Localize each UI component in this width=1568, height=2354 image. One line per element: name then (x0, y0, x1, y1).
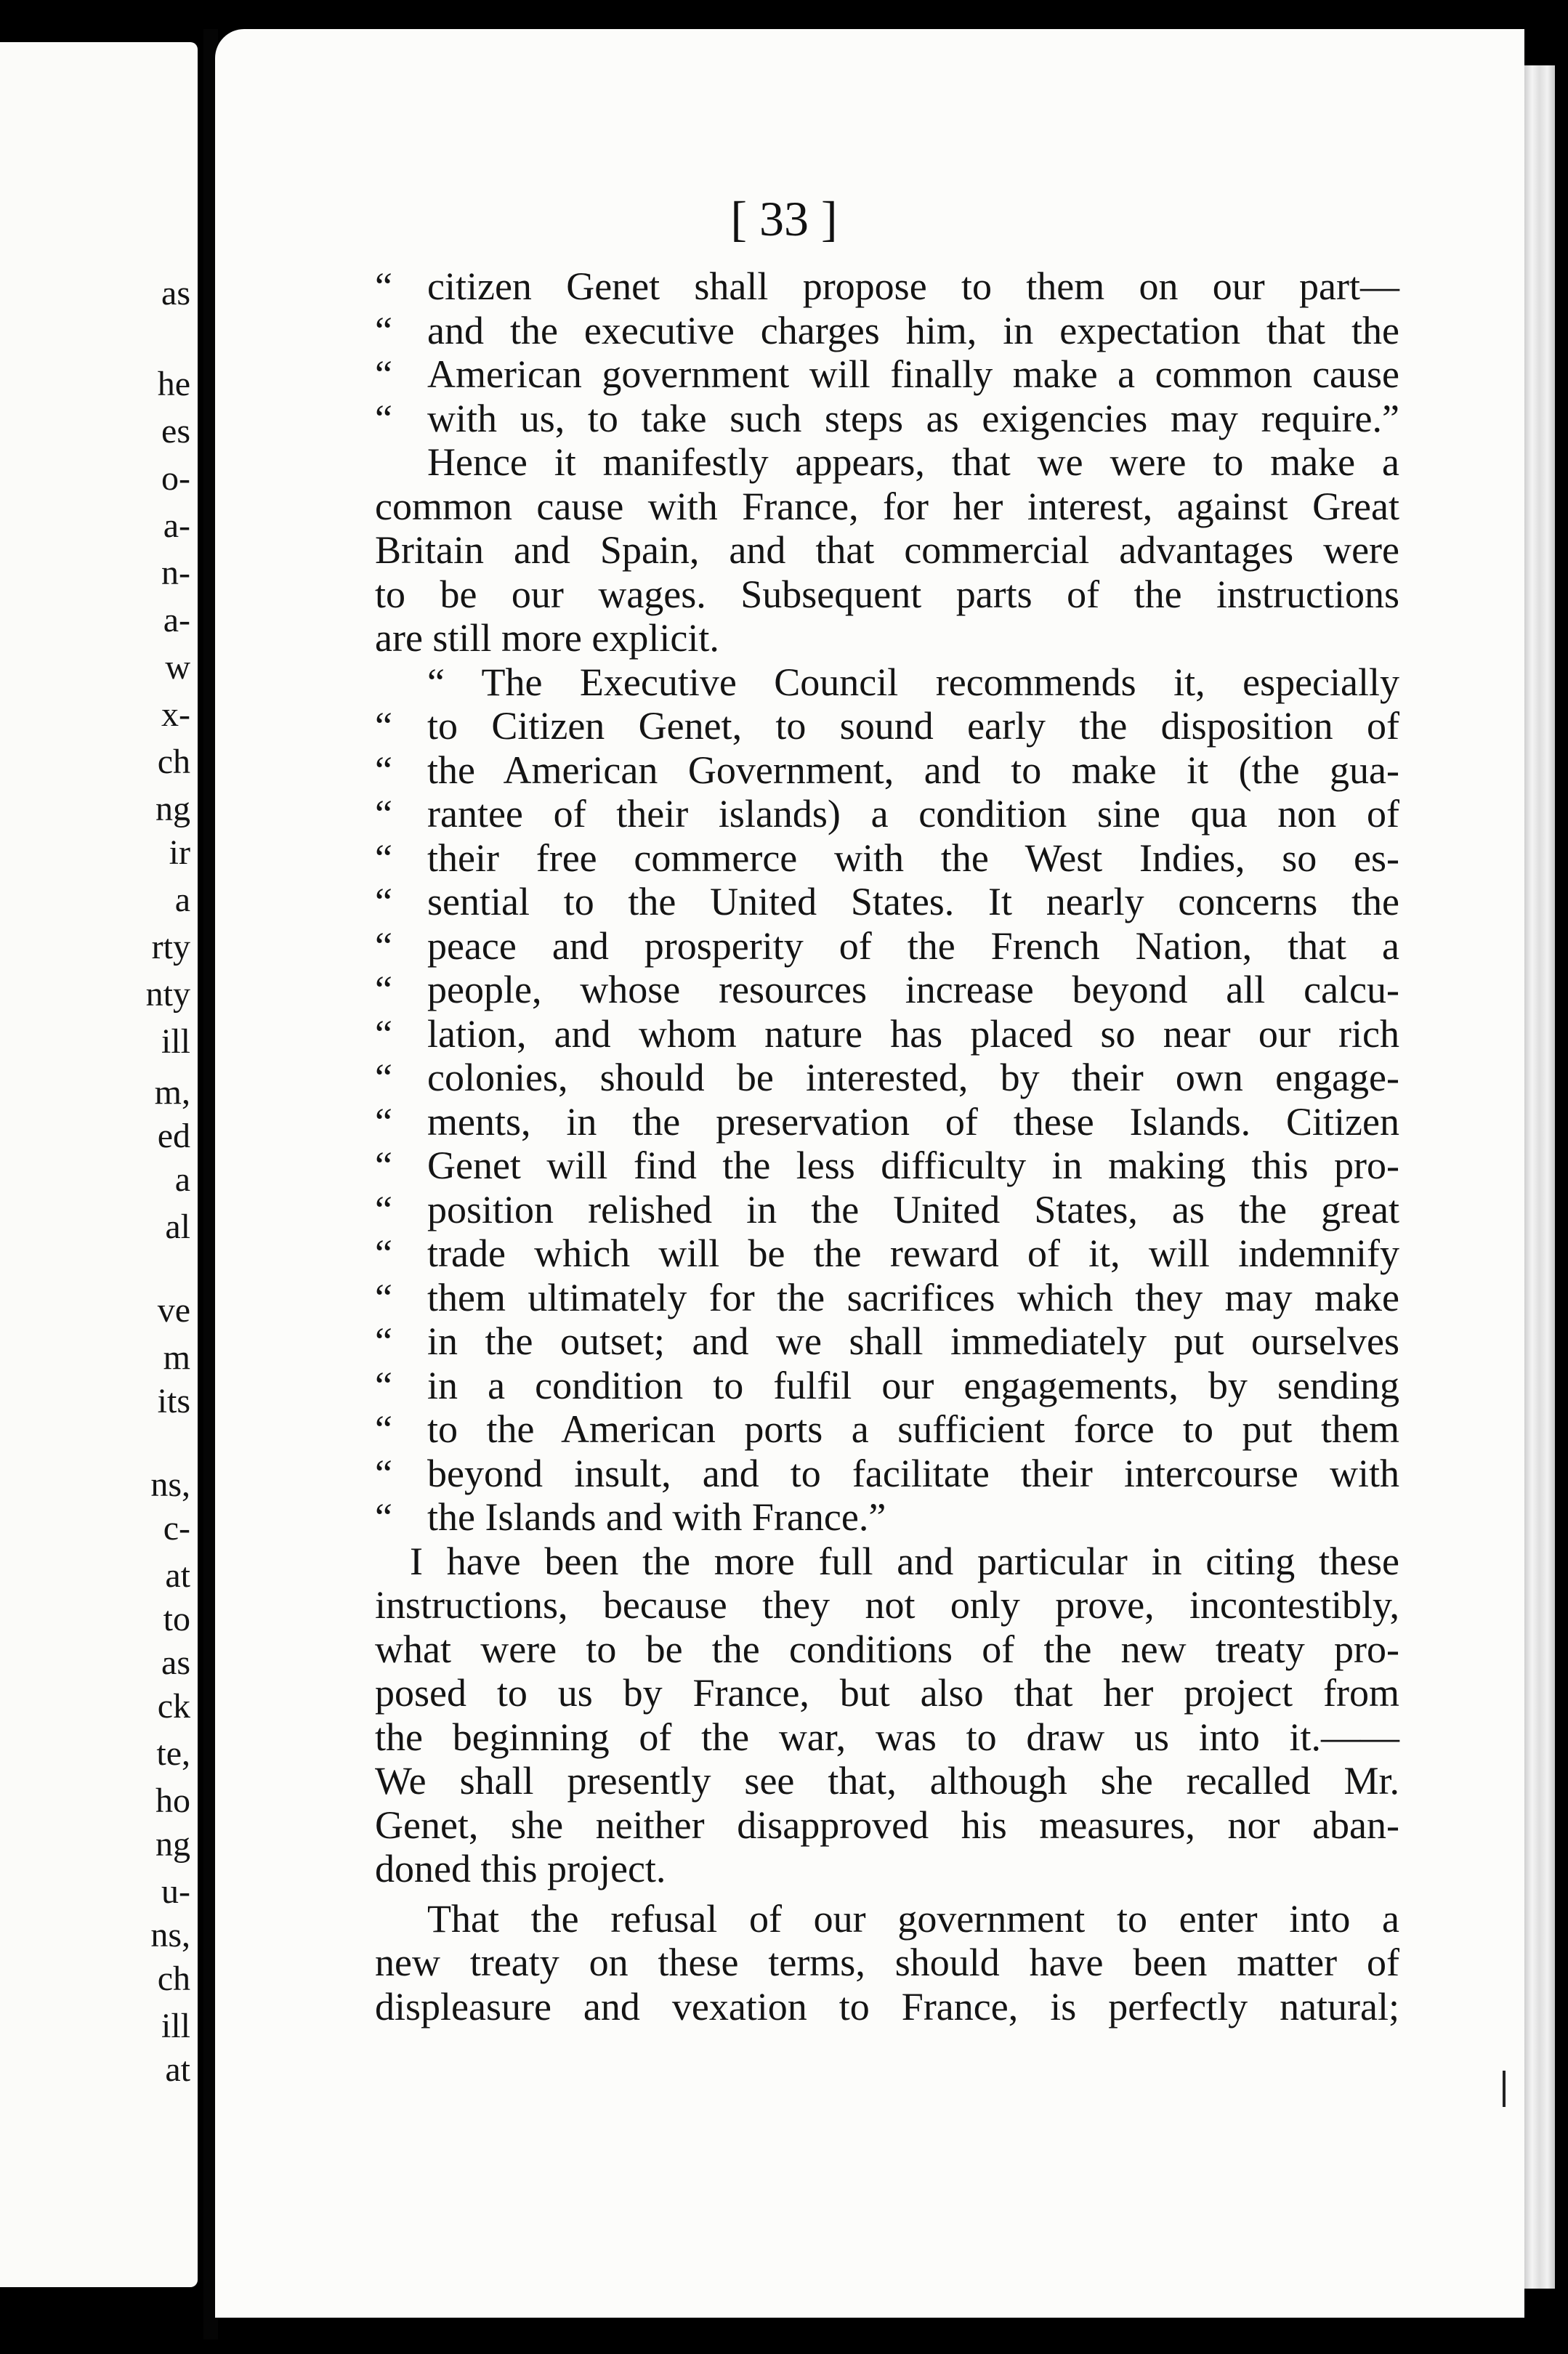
line-text: lation, and whom nature has placed so near our rich (427, 1011, 1399, 1056)
text-line (375, 836, 1399, 881)
facing-page-fragment: ng (155, 790, 190, 828)
line-text: Genet will find the less difficulty in making this pro- (427, 1144, 1399, 1187)
line-text: Genet, she neither disapproved his measures, nor aban- (375, 1803, 1399, 1847)
line-text: “ The Executive Council recommends it, especially (427, 660, 1399, 704)
line-text: the beginning of the war, was to draw us into it.—— (375, 1715, 1399, 1759)
line-text: I have been the more full and particular in citing these (410, 1539, 1399, 1583)
quote-mark: “ (375, 1144, 392, 1187)
facing-page-fragment: a- (163, 506, 190, 545)
text-line (375, 309, 1399, 353)
text-line (375, 880, 1399, 924)
facing-page-fragment: c- (163, 1509, 190, 1548)
quote-mark: “ (375, 704, 392, 748)
text-line (375, 1100, 1399, 1144)
line-text: are still more explicit. (375, 616, 719, 660)
line-text: with us, to take such steps as exigencies may require.” (427, 396, 1399, 440)
text-line (375, 924, 1399, 968)
quote-mark: “ (375, 836, 392, 880)
line-text: and the executive charges him, in expectation that the (427, 308, 1399, 352)
facing-page-fragment: he (157, 365, 190, 403)
facing-page-fragment: ed (157, 1117, 190, 1155)
facing-page-fragment: m, (154, 1073, 190, 1112)
quote-mark: “ (375, 968, 392, 1011)
line-text: them ultimately for the sacrifices which they may make (427, 1275, 1399, 1319)
text-line (375, 1407, 1399, 1452)
facing-page-fragment: al (165, 1208, 190, 1246)
margin-mark (1503, 2071, 1506, 2107)
line-text: trade which will be the reward of it, will indemnify (427, 1231, 1399, 1275)
text-line (375, 1056, 1399, 1100)
facing-page-fragment: at (165, 2050, 190, 2089)
text-line (375, 440, 1399, 485)
text-line (375, 573, 1399, 617)
text-line (375, 1495, 1399, 1540)
text-line (375, 1847, 1399, 1891)
quote-mark: “ (375, 748, 392, 792)
quote-mark: “ (375, 1187, 392, 1231)
text-line (375, 528, 1399, 573)
facing-page-fragment: m (163, 1338, 190, 1377)
text-line (375, 1319, 1399, 1364)
facing-page-fragment: ho (155, 1781, 190, 1820)
text-line (375, 660, 1399, 705)
line-text: doned this project. (375, 1847, 666, 1890)
line-text: to be our wages. Subsequent parts of the instructions (375, 572, 1399, 616)
text-line (375, 1144, 1399, 1188)
facing-page-fragment: as (161, 1643, 190, 1682)
text-line (375, 1452, 1399, 1496)
line-text: That the refusal of our government to enter into a (427, 1896, 1399, 1941)
text-line (375, 1671, 1399, 1715)
facing-page-fragment: ch (157, 743, 190, 781)
quote-mark: “ (375, 1363, 392, 1407)
line-text: posed to us by France, but also that her project from (375, 1671, 1399, 1715)
facing-page-fragment: u- (161, 1872, 190, 1911)
text-line (375, 1759, 1399, 1803)
text-line (375, 1012, 1399, 1056)
page-body-text (375, 264, 1399, 2029)
line-text: We shall presently see that, although she recalled Mr. (375, 1759, 1399, 1803)
quote-mark: “ (375, 1099, 392, 1144)
facing-page-fragment: o- (161, 459, 190, 498)
line-text: the Islands and with France.” (427, 1495, 886, 1539)
quote-mark: “ (375, 352, 392, 396)
quote-mark: “ (375, 308, 392, 352)
facing-page-fragment: ill (161, 2007, 190, 2045)
line-text: instructions, because they not only prove, incontestibly, (375, 1583, 1399, 1627)
facing-page-fragment: ck (157, 1687, 190, 1726)
line-text: sential to the United States. It nearly concerns the (427, 880, 1399, 923)
quote-mark: “ (375, 1275, 392, 1319)
text-line (375, 264, 1399, 309)
facing-page-fragment: ir (169, 833, 190, 872)
line-text: people, whose resources increase beyond all calcu- (427, 968, 1399, 1011)
quote-mark: “ (375, 923, 392, 968)
line-text: Britain and Spain, and that commercial advantages were (375, 528, 1399, 572)
text-line (375, 1231, 1399, 1276)
quote-mark: “ (375, 1495, 392, 1539)
facing-page-fragment: nty (145, 975, 190, 1014)
text-line (375, 748, 1399, 793)
facing-page-fragment: x- (161, 695, 190, 734)
text-line (375, 1715, 1399, 1760)
facing-page-fragment: at (165, 1556, 190, 1595)
facing-page-fragment: a- (163, 601, 190, 639)
line-text: beyond insult, and to facilitate their intercourse with (427, 1451, 1399, 1495)
facing-page-fragment: ns, (150, 1916, 190, 1954)
quote-mark: “ (375, 880, 392, 923)
facing-page-fragment: w (165, 648, 190, 687)
line-text: colonies, should be interested, by their own engage- (427, 1056, 1399, 1099)
text-line (375, 792, 1399, 836)
facing-page-fragment: ve (157, 1291, 190, 1330)
text-line (375, 1276, 1399, 1320)
facing-page-fragment: ns, (150, 1465, 190, 1504)
text-line (375, 1941, 1399, 1985)
quote-mark: “ (375, 1407, 392, 1451)
line-text: American government will finally make a common cause (427, 352, 1399, 396)
quote-mark: “ (375, 1011, 392, 1056)
facing-page-fragment: as (161, 274, 190, 312)
line-text: in a condition to fulfil our engagements, by sending (427, 1363, 1399, 1407)
quote-mark: “ (375, 264, 392, 308)
line-text: ments, in the preservation of these Islands. Citizen (427, 1099, 1399, 1144)
text-line (375, 1583, 1399, 1627)
line-text: the American Government, and to make it (the gua- (427, 748, 1399, 792)
text-line (375, 1803, 1399, 1848)
quote-mark: “ (375, 1056, 392, 1099)
text-line (375, 1188, 1399, 1232)
facing-page-fragment: a (174, 881, 190, 919)
facing-page-fragment: rty (151, 928, 190, 966)
facing-page-fragment: a (174, 1160, 190, 1199)
text-line (375, 1364, 1399, 1408)
line-text: common cause with France, for her interest, against Great (375, 484, 1399, 528)
facing-page-fragment: ch (157, 1959, 190, 1998)
line-text: position relished in the United States, as the great (427, 1187, 1399, 1231)
text-line (375, 1897, 1399, 1941)
facing-page-fragment: es (161, 412, 190, 450)
facing-page-fragment: its (157, 1382, 190, 1420)
line-text: what were to be the conditions of the new treaty pro- (375, 1627, 1399, 1671)
page-number: [ 33 ] (730, 191, 838, 246)
text-line (375, 1627, 1399, 1672)
facing-page-fragment: ng (155, 1825, 190, 1864)
quote-mark: “ (375, 1451, 392, 1495)
quote-mark: “ (375, 1319, 392, 1363)
text-line (375, 352, 1399, 397)
line-text: Hence it manifestly appears, that we were to make a (427, 440, 1399, 484)
quote-mark: “ (375, 792, 392, 836)
facing-page-fragment: n- (161, 554, 190, 592)
text-line (375, 397, 1399, 441)
quote-mark: “ (375, 1231, 392, 1275)
text-line (375, 704, 1399, 748)
page-stack-edge (1524, 65, 1555, 2289)
line-text: in the outset; and we shall immediately put ourselves (427, 1319, 1399, 1363)
text-line (375, 968, 1399, 1012)
text-line (375, 1540, 1399, 1584)
facing-page-fragment: to (163, 1600, 190, 1638)
text-line (375, 485, 1399, 529)
facing-page-fragment: te, (156, 1734, 190, 1773)
line-text: citizen Genet shall propose to them on our part— (427, 264, 1399, 308)
facing-page-fragment: ill (161, 1022, 190, 1061)
quote-mark: “ (375, 396, 392, 440)
line-text: new treaty on these terms, should have been matter of (375, 1941, 1399, 1984)
line-text: to the American ports a sufficient force to put them (427, 1407, 1399, 1451)
text-line (375, 1985, 1399, 2029)
line-text: to Citizen Genet, to sound early the disposition of (427, 704, 1399, 748)
line-text: rantee of their islands) a condition sine qua non of (427, 792, 1399, 836)
line-text: peace and prosperity of the French Nation, that a (427, 923, 1399, 968)
line-text: their free commerce with the West Indies, so es- (427, 836, 1399, 880)
text-line (375, 616, 1399, 660)
line-text: displeasure and vexation to France, is perfectly natural; (375, 1984, 1399, 2029)
